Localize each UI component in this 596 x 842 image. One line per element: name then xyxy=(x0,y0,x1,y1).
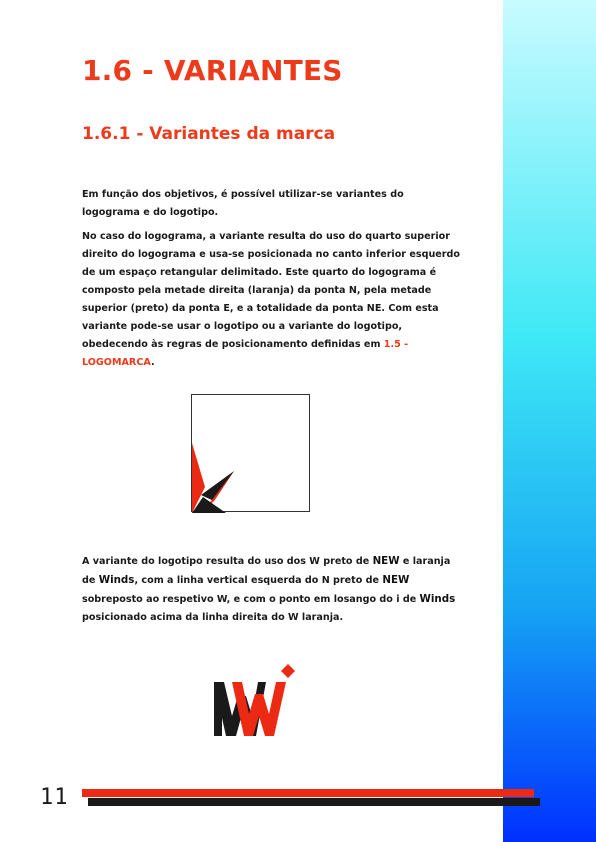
logotype-winds-1: Winds xyxy=(98,574,135,586)
logotype-text-3: , com a linha vertical esquerda do N preto de xyxy=(134,575,383,586)
paragraph-intro: Em função dos objetivos, é possível utilizar-se variantes do logograma e do logotipo. xyxy=(82,189,404,218)
logotype-orange-diamond xyxy=(281,664,295,678)
logomarca-reference-link[interactable]: 1.5 - LOGOMARCA xyxy=(82,339,409,368)
page-title: 1.6 - VARIANTES xyxy=(82,54,343,87)
logotype-new-2: NEW xyxy=(382,574,410,586)
side-gradient-band xyxy=(503,0,596,842)
logotype-black-n-stroke xyxy=(214,682,222,736)
logotype-text-1: A variante do logotipo resulta do uso dos W preto de xyxy=(82,556,373,567)
page-number: 11 xyxy=(40,785,69,810)
paragraph-logogram xyxy=(82,228,462,372)
logogram-black-blade xyxy=(201,471,234,501)
logotype-winds-2: Winds xyxy=(419,593,456,605)
logotype-text-2: e laranja de xyxy=(82,556,451,586)
logogram-quarter-icon xyxy=(192,395,311,513)
paragraph-logogram-end: . xyxy=(150,357,155,368)
logotype-text-5: posicionado acima da linha direita do W laranja. xyxy=(82,612,344,623)
nw-logotype-icon xyxy=(212,664,296,738)
paragraph-logotype xyxy=(82,552,462,627)
logotype-text-4: sobreposto ao respetivo W, e com o ponto em losango do i de xyxy=(82,594,420,605)
paragraph-logogram-text: No caso do logograma, a variante resulta do uso do quarto superior direito do logograma e usa-se posicionada no canto inferior esquerdo de um espaço retangular delimitado. Este quarto do logograma é composto pela metade direita (laranja) da ponta N, pela metade superior (preto) da ponta E, e a totalidade da ponta NE. Com esta variante pode-se usar o logotipo ou a variante do logotipo, obedecendo às regras de posicionamento definidas em xyxy=(82,231,460,350)
footer-black-bar xyxy=(88,798,540,806)
section-subtitle: 1.6.1 - Variantes da marca xyxy=(82,124,336,144)
logogram-variant-frame xyxy=(191,394,310,512)
footer-red-bar xyxy=(82,789,534,797)
logotype-new-1: NEW xyxy=(372,555,400,567)
